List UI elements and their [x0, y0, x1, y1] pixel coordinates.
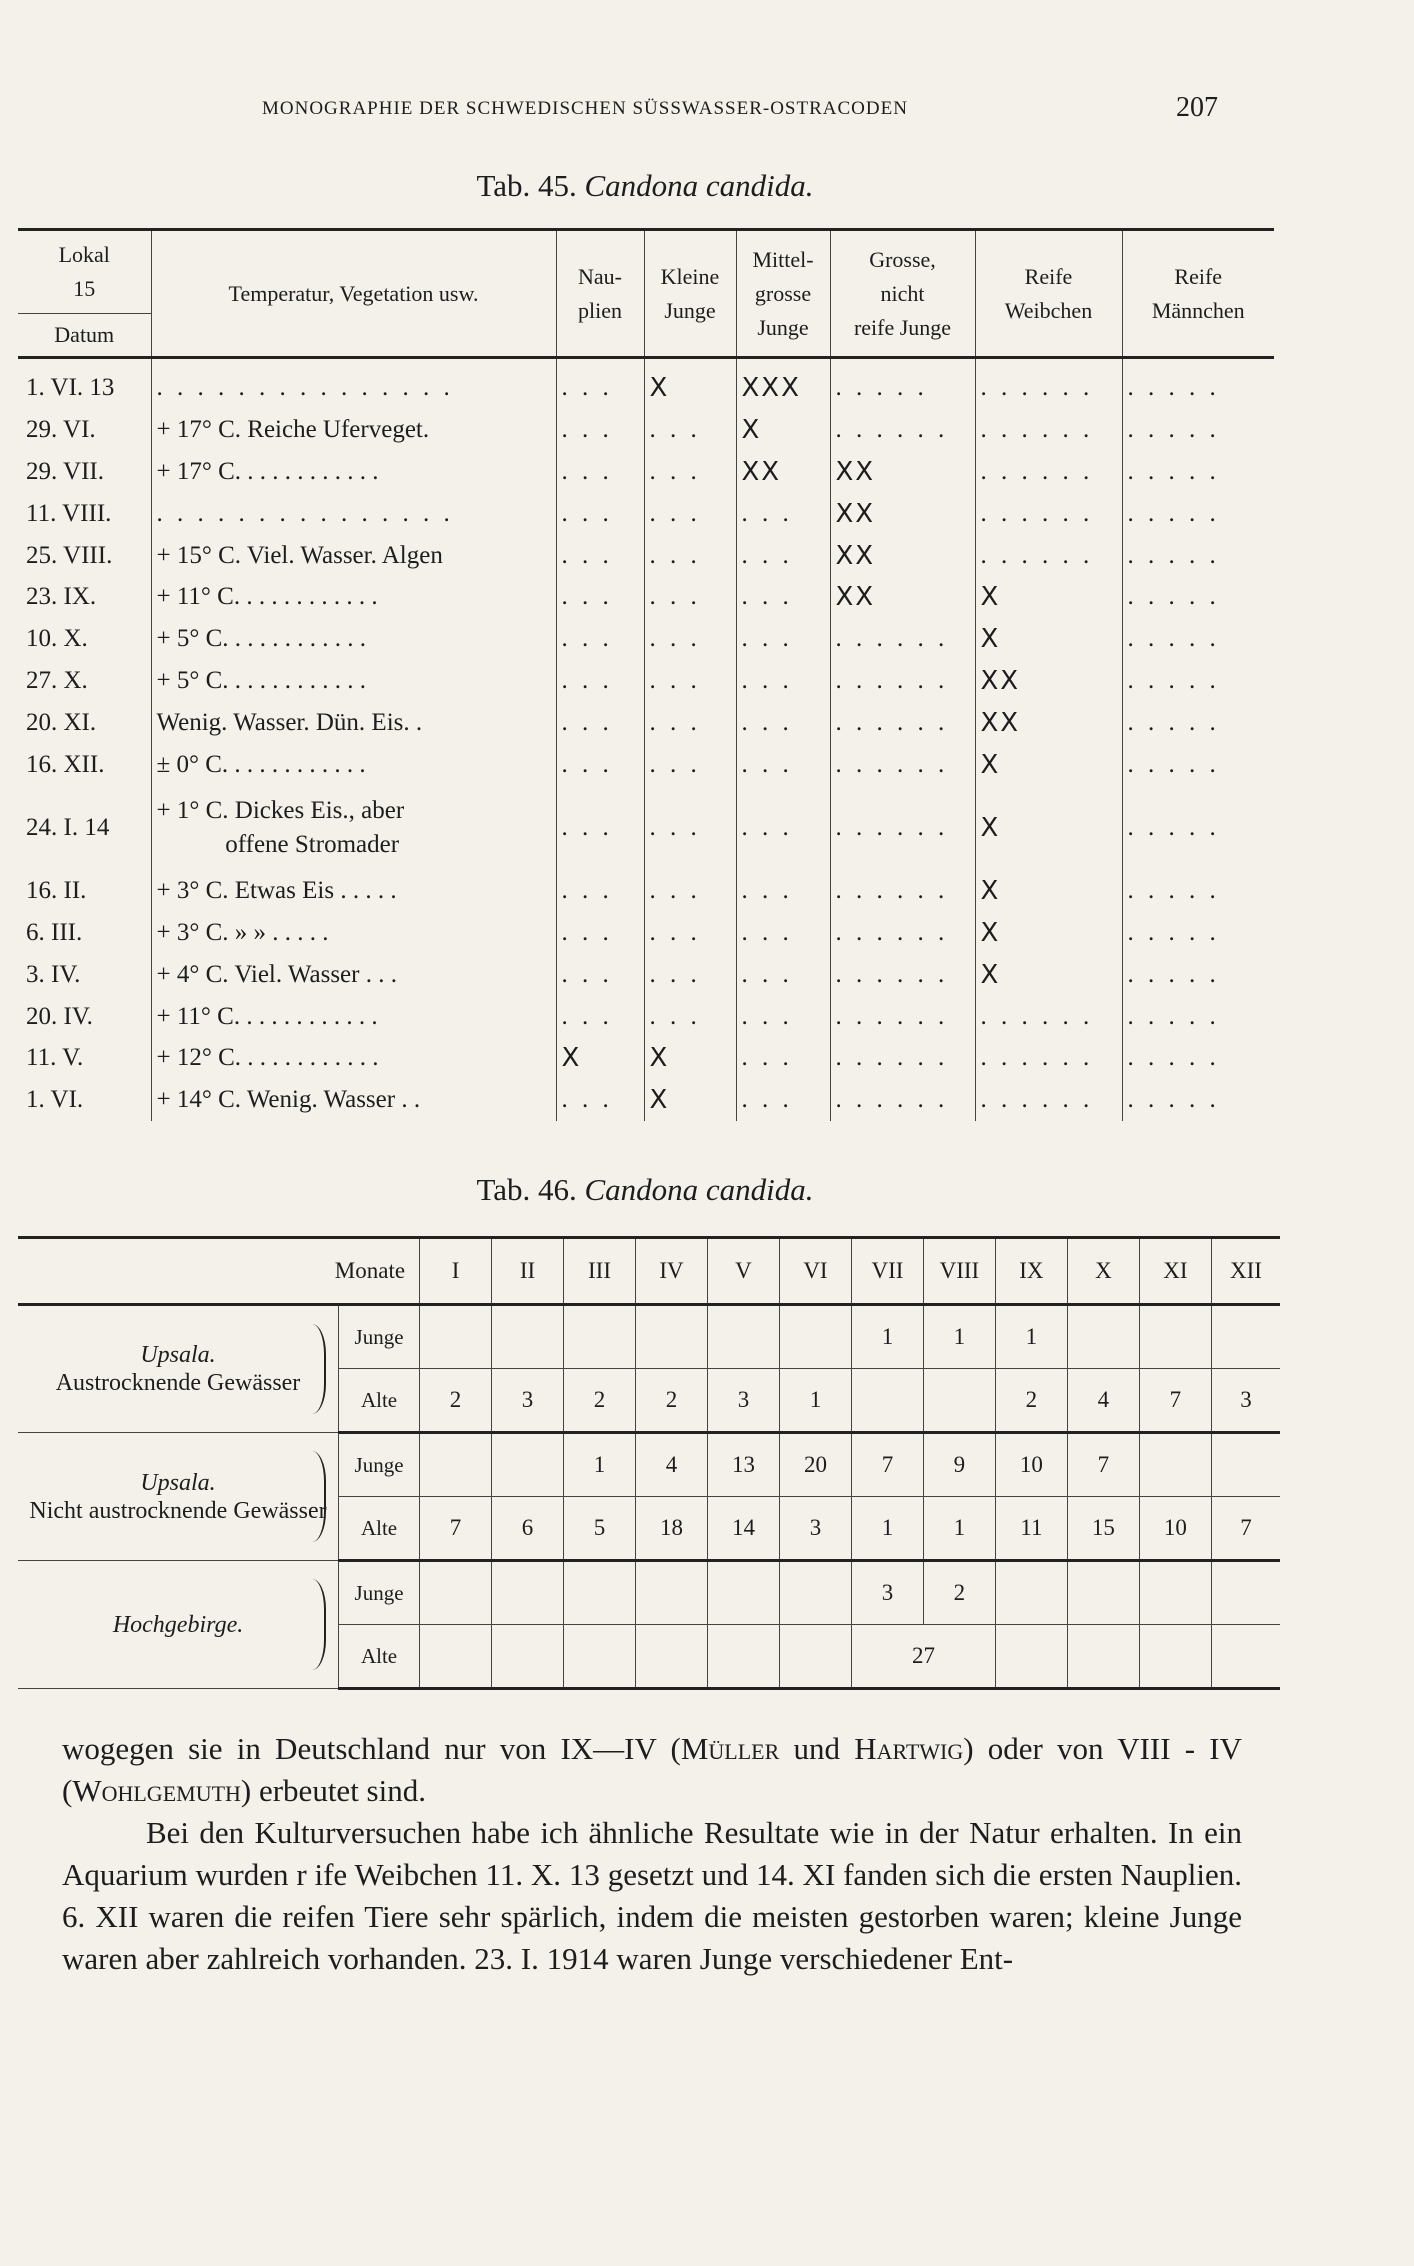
tab45-species: Candona candida.	[584, 168, 814, 203]
group-location: Upsala.	[140, 1342, 216, 1368]
tab45-cell-weib: X	[975, 576, 1122, 618]
paragraph-1	[62, 1728, 1242, 1812]
tab45-cell-grosse: . . . . . .	[830, 1079, 975, 1121]
tab46-cell	[636, 1561, 708, 1625]
tab45-cell-datum: 23. IX.	[26, 583, 97, 611]
tab45-cell-mittel: . . .	[736, 576, 830, 618]
tab46-row-junge	[18, 1561, 1280, 1625]
tab46-cell: 7	[851, 1433, 923, 1497]
tab45-cell-temp: ± 0° C. . . . . . . . . . . .	[151, 744, 556, 786]
tab45-cell-mittel: X	[736, 409, 830, 451]
tab45-cell-mittel: . . .	[736, 618, 830, 660]
group-subtitle: Nicht austrocknende Gewässer	[29, 1497, 327, 1524]
tab45-cell-mittel: XXX	[736, 358, 830, 409]
brace-icon	[310, 1451, 326, 1542]
author-hartwig: Hartwig	[854, 1731, 964, 1766]
tab45-cell-mann: . . . . .	[1122, 535, 1274, 577]
tab46-cell: 7	[1067, 1433, 1139, 1497]
tab46-cell: 1	[851, 1497, 923, 1561]
month-header: X	[1067, 1238, 1139, 1305]
author-wohlgemuth: Wohlgemuth	[72, 1773, 241, 1808]
tab46-row-junge	[18, 1433, 1280, 1497]
tab46-row-junge	[18, 1305, 1280, 1369]
tab46-species: Candona candida.	[584, 1172, 814, 1207]
tab45-cell-weib: X	[975, 912, 1122, 954]
tab45-cell-temp: + 5° C. . . . . . . . . . . .	[151, 618, 556, 660]
tab46-cell	[492, 1433, 564, 1497]
tab45-cell-temp: + 11° C. . . . . . . . . . . .	[151, 996, 556, 1038]
tab45-cell-grosse: XX	[830, 535, 975, 577]
tab46-cell: 15	[1067, 1497, 1139, 1561]
tab45-cell-naup: . . .	[556, 786, 644, 870]
tab45-cell-kleine: . . .	[644, 996, 736, 1038]
tab45-cell-datum: 3. IV.	[26, 960, 81, 988]
tab45-row	[18, 1079, 1274, 1121]
tab45-row	[18, 996, 1274, 1038]
tab46-cell: 7	[1211, 1497, 1280, 1561]
tab45-cell-mann: . . . . .	[1122, 954, 1274, 996]
tab45-cell-grosse: . . . . . .	[830, 702, 975, 744]
tab45-cell-temp: + 14° C. Wenig. Wasser . .	[151, 1079, 556, 1121]
tab45-cell-kleine: X	[644, 1037, 736, 1079]
month-header: III	[564, 1238, 636, 1305]
tab45-cell-weib: . . . . . .	[975, 358, 1122, 409]
tab45-row	[18, 451, 1274, 493]
tab45-cell-datum: 24. I. 14	[26, 813, 110, 841]
tab46-cell: 10	[995, 1433, 1067, 1497]
header-grosse-junge: Grosse, nicht reife Junge	[830, 230, 975, 358]
tab45-cell-grosse: . . . . . .	[830, 660, 975, 702]
tab45-cell-grosse: . . . . . .	[830, 409, 975, 451]
month-header: IV	[636, 1238, 708, 1305]
tab45-cell-naup: . . .	[556, 702, 644, 744]
tab46-cell: 1	[923, 1497, 995, 1561]
tab45-cell-weib: . . . . . .	[975, 409, 1122, 451]
tab45-cell-weib: . . . . . .	[975, 1037, 1122, 1079]
tab46-cell	[1211, 1433, 1280, 1497]
tab45-cell-naup: . . .	[556, 409, 644, 451]
tab46-cell: 13	[707, 1433, 779, 1497]
tab45-cell-kleine: X	[644, 358, 736, 409]
tab45-cell-temp: Wenig. Wasser. Dün. Eis. .	[151, 702, 556, 744]
month-header: VI	[779, 1238, 851, 1305]
tab46-body	[18, 1305, 1280, 1689]
row-label-alte: Alte	[339, 1369, 420, 1433]
tab45-cell-mann: . . . . .	[1122, 493, 1274, 535]
p1-part-d: ) erbeutet sind.	[240, 1773, 426, 1808]
tab46-cell	[779, 1625, 851, 1689]
tab45-cell-temp: . . . . . . . . . . . . . . .	[151, 493, 556, 535]
header-lokal-text: Lokal	[58, 242, 110, 267]
month-header: V	[707, 1238, 779, 1305]
tab46-cell	[636, 1305, 708, 1369]
tab46-cell	[1139, 1305, 1211, 1369]
header-reife-weibchen: Reife Weibchen	[975, 230, 1122, 358]
tab45-cell-weib: XX	[975, 702, 1122, 744]
header-reife-maennchen: Reife Männchen	[1122, 230, 1274, 358]
tab45-cell-temp: + 1° C. Dickes Eis., aber offene Stromader	[151, 786, 556, 870]
tab46-cell	[1211, 1305, 1280, 1369]
tab45-cell-mittel: . . .	[736, 535, 830, 577]
tab46-cell	[1211, 1625, 1280, 1689]
tab45-cell-grosse: . . . . . .	[830, 870, 975, 912]
tab45-cell-datum: 16. XII.	[26, 750, 105, 778]
tab46-cell: 1	[995, 1305, 1067, 1369]
tab45-cell-naup: . . .	[556, 358, 644, 409]
tab45-cell-grosse: . . . . . .	[830, 912, 975, 954]
tab46-cell	[851, 1369, 923, 1433]
month-header: XI	[1139, 1238, 1211, 1305]
tab45-cell-mittel: . . .	[736, 786, 830, 870]
tab46-cell	[420, 1433, 492, 1497]
running-title: MONOGRAPHIE DER SCHWEDISCHEN SÜSSWASSER-OSTRACODEN	[262, 98, 908, 119]
header-nauplien: Nau- plien	[556, 230, 644, 358]
tab45-cell-mann: . . . . .	[1122, 996, 1274, 1038]
tab45-cell-weib: . . . . . .	[975, 996, 1122, 1038]
tab45-cell-naup: . . .	[556, 912, 644, 954]
tab46-cell: 20	[779, 1433, 851, 1497]
tab46-cell: 5	[564, 1497, 636, 1561]
tab46-group-label	[18, 1561, 339, 1689]
tab45-cell-datum: 20. XI.	[26, 709, 97, 737]
tab45-cell-temp: + 15° C. Viel. Wasser. Algen	[151, 535, 556, 577]
tab45-row	[18, 702, 1274, 744]
tab45-cell-mann: . . . . .	[1122, 786, 1274, 870]
tab45-cell-weib: X	[975, 618, 1122, 660]
tab45-cell-datum: 16. II.	[26, 876, 87, 904]
brace-icon	[310, 1579, 326, 1670]
row-label-alte: Alte	[339, 1497, 420, 1561]
tab45-cell-datum: 20. IV.	[26, 1002, 93, 1030]
paragraph-2: Bei den Kulturversuchen habe ich ähnliche Resultate wie in der Natur erhalten. In ein Aquarium wurden r ife Weibchen 11. X. 13 gesetzt und 14. XI fanden sich die ersten Nauplien. 6. XII waren die reifen Tiere sehr spärlich, indem die meisten gestorben waren; kleine Junge waren aber zahlreich vorhanden. 23. I. 1914 waren Junge verschiedener Ent-	[62, 1815, 1242, 1976]
row-label-junge: Junge	[339, 1433, 420, 1497]
tab45-cell-grosse: XX	[830, 576, 975, 618]
tab45-cell-mann: . . . . .	[1122, 702, 1274, 744]
tab45-cell-temp: + 4° C. Viel. Wasser . . .	[151, 954, 556, 996]
tab45-cell-temp: + 3° C. Etwas Eis . . . . .	[151, 870, 556, 912]
group-subtitle: Austrocknende Gewässer	[55, 1370, 301, 1396]
tab46-cell	[1139, 1561, 1211, 1625]
tab46-cell: 1	[564, 1433, 636, 1497]
month-header: I	[420, 1238, 492, 1305]
tab45-row	[18, 954, 1274, 996]
tab45-cell-mann: . . . . .	[1122, 409, 1274, 451]
tab46-cell	[492, 1561, 564, 1625]
tab46-cell: 10	[1139, 1497, 1211, 1561]
tab46-cell	[636, 1625, 708, 1689]
tab46-cell: 2	[636, 1369, 708, 1433]
tab45-cell-datum: 1. VI. 13	[26, 373, 115, 401]
tab45-cell-kleine: . . .	[644, 870, 736, 912]
tab45-cell-naup: . . .	[556, 870, 644, 912]
tab45-cell-kleine: . . .	[644, 535, 736, 577]
tab46-cell	[492, 1305, 564, 1369]
tab45-cell-weib: XX	[975, 660, 1122, 702]
tab45-cell-naup: X	[556, 1037, 644, 1079]
tab45-cell-kleine: . . .	[644, 576, 736, 618]
tab46-cell	[923, 1369, 995, 1433]
tab45-row	[18, 870, 1274, 912]
tab45-cell-datum: 1. VI.	[26, 1086, 84, 1114]
tab45-cell-mittel: . . .	[736, 702, 830, 744]
body-text	[62, 1728, 1242, 1980]
p1-part-c: ) oder von VIII - IV (	[62, 1731, 1242, 1808]
row-label-alte: Alte	[339, 1625, 420, 1689]
tab46-cell: 14	[707, 1497, 779, 1561]
tab46-cell	[420, 1625, 492, 1689]
tab45-cell-weib: X	[975, 870, 1122, 912]
tab45-row	[18, 618, 1274, 660]
month-header: IX	[995, 1238, 1067, 1305]
tab45-cell-grosse: XX	[830, 451, 975, 493]
tab45-cell-temp: + 5° C. . . . . . . . . . . .	[151, 660, 556, 702]
tab45-cell-weib: X	[975, 954, 1122, 996]
tab46-cell: 2	[923, 1561, 995, 1625]
group-location: Hochgebirge.	[112, 1611, 244, 1638]
tab46-cell: 2	[564, 1369, 636, 1433]
tab46-cell	[1139, 1625, 1211, 1689]
tab45-cell-weib: . . . . . .	[975, 451, 1122, 493]
tab45-cell-mann: . . . . .	[1122, 870, 1274, 912]
tab45-cell-naup: . . .	[556, 1079, 644, 1121]
tab45-cell-naup: . . .	[556, 954, 644, 996]
tab45-row	[18, 409, 1274, 451]
tab46-cell: 7	[1139, 1369, 1211, 1433]
tab45-row	[18, 576, 1274, 618]
tab46-cell	[564, 1305, 636, 1369]
tab46-cell-merged: 27	[851, 1625, 995, 1689]
tab45-table	[18, 228, 1274, 1121]
tab46-cell: 1	[923, 1305, 995, 1369]
tab45-cell-weib: X	[975, 744, 1122, 786]
tab45-cell-grosse: . . . . . .	[830, 618, 975, 660]
tab45-cell-grosse: . . . . . .	[830, 996, 975, 1038]
tab45-cell-grosse: . . . . . .	[830, 786, 975, 870]
tab46-cell: 3	[851, 1561, 923, 1625]
tab45-cell-grosse: XX	[830, 493, 975, 535]
tab45-cell-grosse: . . . . .	[830, 358, 975, 409]
tab45-cell-naup: . . .	[556, 744, 644, 786]
tab45-cell-kleine: . . .	[644, 618, 736, 660]
tab46-cell	[564, 1625, 636, 1689]
tab45-cell-naup: . . .	[556, 535, 644, 577]
tab46-cell: 3	[1211, 1369, 1280, 1433]
tab46-cell	[707, 1561, 779, 1625]
tab46-cell	[707, 1625, 779, 1689]
tab45-cell-mann: . . . . .	[1122, 912, 1274, 954]
tab45-cell-mittel: . . .	[736, 744, 830, 786]
month-header: VIII	[923, 1238, 995, 1305]
tab46-cell: 2	[420, 1369, 492, 1433]
tab45-row	[18, 358, 1274, 409]
tab46-cell: 2	[995, 1369, 1067, 1433]
tab45-cell-datum: 25. VIII.	[26, 541, 113, 569]
tab45-cell-mann: . . . . .	[1122, 618, 1274, 660]
tab46-cell: 1	[779, 1369, 851, 1433]
tab45-body	[18, 358, 1274, 1122]
month-header: VII	[851, 1238, 923, 1305]
tab45-row	[18, 786, 1274, 870]
tab45-cell-kleine: . . .	[644, 954, 736, 996]
tab45-cell-mittel: . . .	[736, 493, 830, 535]
tab45-row	[18, 535, 1274, 577]
tab46-cell	[420, 1305, 492, 1369]
tab45-row	[18, 1037, 1274, 1079]
tab46-cell	[779, 1305, 851, 1369]
tab46-cell: 3	[779, 1497, 851, 1561]
tab45-cell-grosse: . . . . . .	[830, 744, 975, 786]
tab45-cell-mittel: . . .	[736, 660, 830, 702]
tab45-cell-mittel: . . .	[736, 1079, 830, 1121]
tab46-caption	[0, 1172, 1290, 1208]
tab45-cell-mann: . . . . .	[1122, 451, 1274, 493]
tab45-cell-grosse: . . . . . .	[830, 954, 975, 996]
tab45-row	[18, 660, 1274, 702]
tab46-cell	[995, 1561, 1067, 1625]
header-monate: Monate	[18, 1238, 420, 1305]
group-location: Upsala.	[140, 1469, 216, 1496]
header-kleine-junge: Kleine Junge	[644, 230, 736, 358]
tab45-cell-weib: . . . . . .	[975, 535, 1122, 577]
tab45-cell-grosse: . . . . . .	[830, 1037, 975, 1079]
tab45-cell-naup: . . .	[556, 660, 644, 702]
tab45-cell-mittel: . . .	[736, 870, 830, 912]
tab45-cell-kleine: . . .	[644, 702, 736, 744]
tab45-row	[18, 493, 1274, 535]
tab46-cell: 4	[636, 1433, 708, 1497]
tab45-cell-naup: . . .	[556, 618, 644, 660]
tab45-cell-mittel: XX	[736, 451, 830, 493]
tab46-cell	[1067, 1625, 1139, 1689]
tab46-cell	[1067, 1305, 1139, 1369]
tab45-cell-kleine: . . .	[644, 660, 736, 702]
tab46-cell	[1139, 1433, 1211, 1497]
tab45-row	[18, 744, 1274, 786]
tab46-cell: 1	[851, 1305, 923, 1369]
tab45-cell-temp: . . . . . . . . . . . . . . .	[151, 358, 556, 409]
header-datum: Datum	[18, 314, 151, 358]
tab46-group-label	[18, 1433, 339, 1561]
tab46-cell: 18	[636, 1497, 708, 1561]
tab45-cell-naup: . . .	[556, 451, 644, 493]
tab45-cell-datum: 29. VII.	[26, 457, 105, 485]
tab46-cell: 3	[492, 1369, 564, 1433]
tab45-cell-kleine: . . .	[644, 409, 736, 451]
tab45-cell-datum: 6. III.	[26, 918, 83, 946]
tab45-cell-mittel: . . .	[736, 954, 830, 996]
tab45-cell-kleine: . . .	[644, 912, 736, 954]
tab45-cell-datum: 10. X.	[26, 625, 88, 653]
tab45-cell-weib: . . . . . .	[975, 1079, 1122, 1121]
tab45-cell-kleine: . . .	[644, 493, 736, 535]
tab46-table	[18, 1236, 1280, 1690]
tab45-cell-mittel: . . .	[736, 912, 830, 954]
tab45-cell-datum: 11. VIII.	[26, 499, 112, 527]
running-head	[0, 92, 1414, 126]
tab45-cell-naup: . . .	[556, 996, 644, 1038]
page-number: 207	[1176, 92, 1218, 123]
month-header: XII	[1211, 1238, 1280, 1305]
tab46-cell: 3	[707, 1369, 779, 1433]
tab45-cell-datum: 11. V.	[26, 1044, 84, 1072]
row-label-junge: Junge	[339, 1561, 420, 1625]
tab45-label: Tab. 45.	[476, 168, 577, 203]
tab45-cell-datum: 29. VI.	[26, 415, 96, 443]
header-mittelgrosse-junge: Mittel- grosse Junge	[736, 230, 830, 358]
p1-part-a: wogegen sie in Deutschland nur von IX—IV (	[62, 1731, 681, 1766]
tab45-cell-temp: + 12° C. . . . . . . . . . . .	[151, 1037, 556, 1079]
tab45-cell-mann: . . . . .	[1122, 660, 1274, 702]
header-temp: Temperatur, Vegetation usw.	[151, 230, 556, 358]
tab46-cell	[779, 1561, 851, 1625]
tab46-cell: 11	[995, 1497, 1067, 1561]
tab46-label: Tab. 46.	[476, 1172, 577, 1207]
tab45-cell-temp: + 11° C. . . . . . . . . . . .	[151, 576, 556, 618]
header-lokal	[18, 230, 151, 314]
tab45-cell-weib: X	[975, 786, 1122, 870]
tab46-group-label	[18, 1305, 339, 1433]
tab45-cell-kleine: X	[644, 1079, 736, 1121]
tab45-cell-mann: . . . . .	[1122, 358, 1274, 409]
tab45-cell-temp: + 3° C. » » . . . . .	[151, 912, 556, 954]
tab45-cell-temp: + 17° C. . . . . . . . . . . .	[151, 451, 556, 493]
tab45-cell-naup: . . .	[556, 493, 644, 535]
tab46-cell: 4	[1067, 1369, 1139, 1433]
tab46-cell	[1067, 1561, 1139, 1625]
tab45-cell-datum: 27. X.	[26, 667, 88, 695]
tab45-row	[18, 912, 1274, 954]
tab46-cell	[420, 1561, 492, 1625]
tab45-cell-kleine: . . .	[644, 744, 736, 786]
header-lokal-num: 15	[73, 276, 96, 301]
author-mueller: Müller	[680, 1731, 780, 1766]
tab45-cell-kleine: . . .	[644, 451, 736, 493]
tab45-cell-mann: . . . . .	[1122, 576, 1274, 618]
tab46-cell	[492, 1625, 564, 1689]
row-label-junge: Junge	[339, 1305, 420, 1369]
tab45-cell-mann: . . . . .	[1122, 1037, 1274, 1079]
tab46-cell: 6	[492, 1497, 564, 1561]
month-header: II	[492, 1238, 564, 1305]
tab46-cell	[1211, 1561, 1280, 1625]
tab46-cell	[564, 1561, 636, 1625]
tab46-cell: 7	[420, 1497, 492, 1561]
tab45-cell-mann: . . . . .	[1122, 1079, 1274, 1121]
tab45-caption	[0, 168, 1290, 204]
tab45-cell-naup: . . .	[556, 576, 644, 618]
tab46-cell: 9	[923, 1433, 995, 1497]
p1-part-b: und	[779, 1731, 855, 1766]
tab45-cell-mann: . . . . .	[1122, 744, 1274, 786]
tab45-cell-mittel: . . .	[736, 1037, 830, 1079]
tab46-cell	[707, 1305, 779, 1369]
tab45-cell-temp: + 17° C. Reiche Uferveget.	[151, 409, 556, 451]
brace-icon	[310, 1324, 326, 1414]
tab46-cell	[995, 1625, 1067, 1689]
tab45-cell-weib: . . . . . .	[975, 493, 1122, 535]
tab45-cell-kleine: . . .	[644, 786, 736, 870]
tab45-cell-mittel: . . .	[736, 996, 830, 1038]
